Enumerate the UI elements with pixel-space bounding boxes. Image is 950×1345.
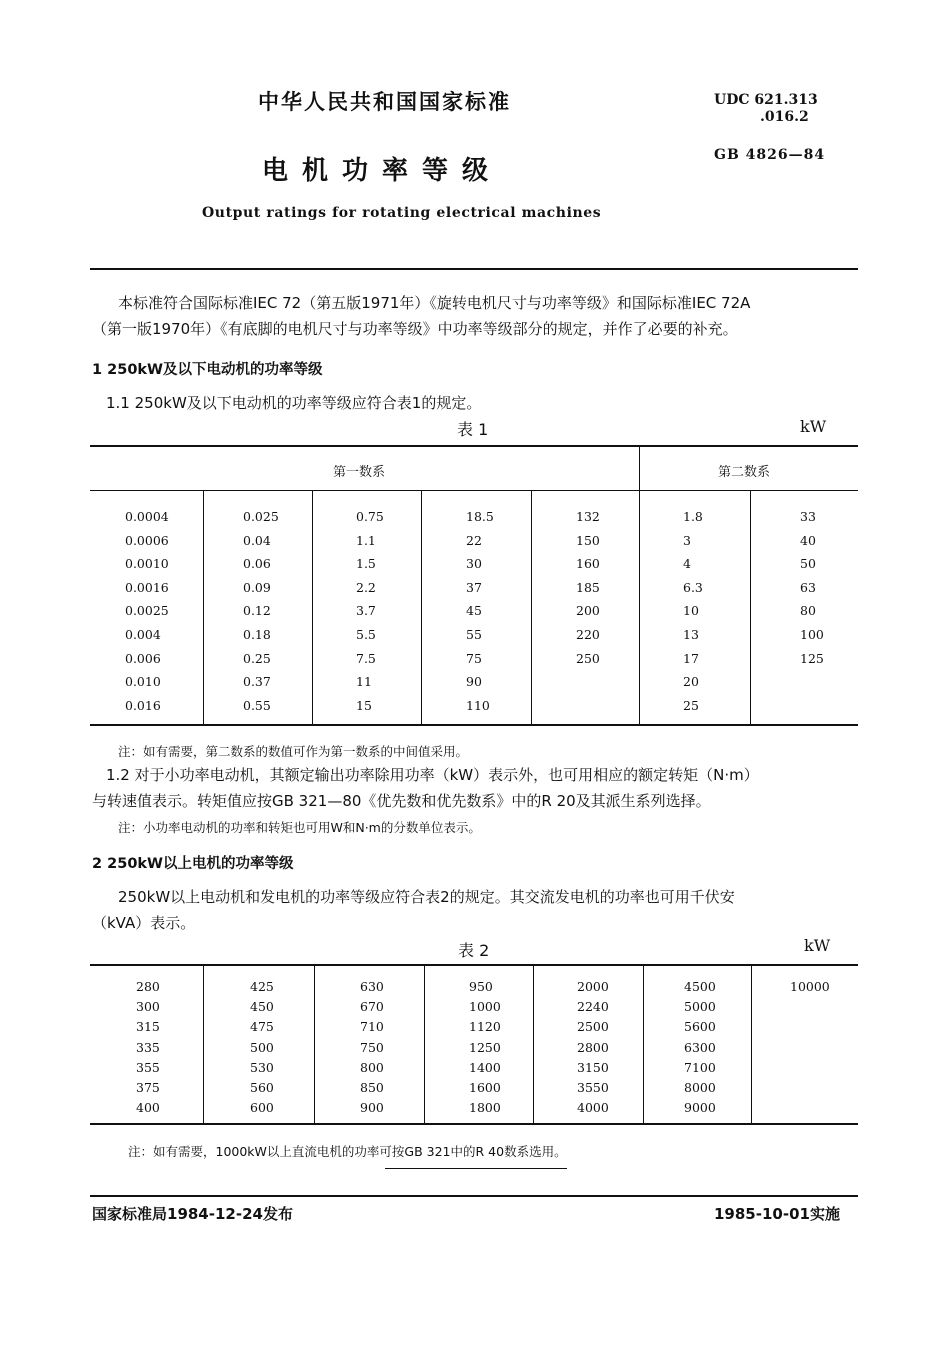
table-1-cell: 0.0016: [125, 579, 169, 595]
table-1-col-divider: [203, 491, 204, 725]
table-2-col-divider: [751, 966, 752, 1124]
table-1-cell: 0.025: [243, 509, 279, 524]
table-1-col-divider: [531, 491, 532, 725]
table-2-cell: 950: [469, 979, 493, 994]
table-1-cell: 160: [576, 556, 600, 572]
table-2-cell: 315: [136, 1019, 160, 1035]
table-1-cell: 50: [800, 556, 816, 572]
table-2-caption: 表 2: [458, 941, 490, 960]
table-1-cell: 5.5: [356, 627, 376, 642]
table-1-group2-header: 第二数系: [718, 465, 771, 480]
table-1-cell: 0.75: [356, 509, 384, 524]
udc-code-line2: .016.2: [760, 109, 809, 125]
table-2-cell: 6300: [684, 1039, 716, 1055]
table-2-top-rule: [90, 964, 858, 966]
table-1-cell: 6.3: [683, 579, 703, 595]
table-2-cell: 560: [250, 1080, 274, 1095]
table-2-cell: 1000: [469, 999, 501, 1015]
table-2-cell: 5600: [684, 1019, 716, 1035]
table-2-cell: 1800: [469, 1100, 501, 1116]
table-1-note: 注：如有需要，第二数系的数值可作为第一数系的中间值采用。: [118, 744, 469, 759]
effective-date: 1985-10-01实施: [714, 1205, 840, 1223]
table-1-cell: 15: [356, 697, 372, 713]
table-1-cell: 220: [576, 627, 600, 642]
table-1-cell: 63: [800, 579, 816, 595]
table-2-cell: 355: [136, 1059, 160, 1075]
table-2-cell: 9000: [684, 1100, 716, 1116]
table-1-cell: 80: [800, 603, 816, 619]
table-2-cell: 1250: [469, 1039, 501, 1055]
table-2-cell: 2000: [577, 979, 609, 994]
table-2-cell: 1120: [469, 1019, 501, 1035]
table-1-cell: 185: [576, 579, 600, 595]
clause-1-2-line-2: 与转速值表示。转矩值应按GB 321—80《优先数和优先数系》中的R 20及其派生系列选择。: [92, 792, 711, 810]
table-2-cell: 280: [136, 979, 160, 994]
table-2-cell: 1400: [469, 1059, 501, 1075]
table-1-group-divider: [639, 446, 640, 725]
table-2-cell: 2240: [577, 999, 609, 1015]
table-1-cell: 0.06: [243, 556, 271, 572]
table-2-cell: 5000: [684, 999, 716, 1015]
table-1-caption: 表 1: [457, 420, 489, 439]
table-2-col-divider: [424, 966, 425, 1124]
table-2-cell: 2500: [577, 1019, 609, 1035]
table-1-top-rule: [90, 445, 858, 447]
table-1-col-divider: [312, 491, 313, 725]
table-2-cell: 10000: [790, 979, 830, 994]
table-1-cell: 11: [356, 674, 372, 690]
table-1-cell: 45: [466, 603, 482, 619]
table-2-cell: 630: [360, 979, 384, 994]
gb-standard-number: GB 4826—84: [714, 147, 826, 163]
table-2-col-divider: [533, 966, 534, 1124]
table-2-cell: 710: [360, 1019, 384, 1035]
table-2-cell: 530: [250, 1059, 274, 1075]
footer-divider: [90, 1195, 858, 1197]
table-2-unit: kW: [804, 936, 831, 955]
issue-date: 国家标准局1984-12-24发布: [92, 1205, 293, 1223]
table-1-cell: 10: [683, 603, 699, 619]
table-2-cell: 1600: [469, 1080, 501, 1095]
table-2-col-divider: [643, 966, 644, 1124]
end-rule: [385, 1168, 567, 1169]
table-1-cell: 30: [466, 556, 482, 572]
table-2-col-divider: [314, 966, 315, 1124]
table-1-cell: 0.25: [243, 650, 271, 666]
table-2-cell: 475: [250, 1019, 274, 1035]
table-1-cell: 100: [800, 627, 824, 642]
table-2-cell: 4000: [577, 1100, 609, 1116]
table-1-cell: 18.5: [466, 509, 494, 524]
table-1-cell: 0.04: [243, 532, 271, 548]
table-2-cell: 3550: [577, 1080, 609, 1095]
table-1-cell: 0.016: [125, 697, 161, 713]
clause-1-2-line-1: 1.2 对于小功率电动机，其额定输出功率除用功率（kW）表示外，也可用相应的额定转矩（N·m）: [106, 766, 759, 784]
table-1-cell: 1.1: [356, 532, 376, 548]
table-1-cell: 0.010: [125, 674, 161, 690]
table-1-cell: 0.0010: [125, 556, 169, 572]
table-1-cell: 7.5: [356, 650, 376, 666]
table-1-cell: 150: [576, 532, 600, 548]
intro-line-2: （第一版1970年）《有底脚的电机尺寸与功率等级》中功率等级部分的规定，并作了必要的补充。: [92, 320, 738, 338]
table-1-cell: 250: [576, 650, 600, 666]
table-1-cell: 0.09: [243, 579, 271, 595]
table-2-cell: 8000: [684, 1080, 716, 1095]
table-1-unit: kW: [800, 417, 827, 436]
table-2-cell: 450: [250, 999, 274, 1015]
table-2-cell: 900: [360, 1100, 384, 1116]
table-1-cell: 2.2: [356, 579, 376, 595]
table-1-cell: 0.37: [243, 674, 271, 690]
table-2-cell: 670: [360, 999, 384, 1015]
table-1-cell: 33: [800, 509, 816, 524]
intro-line-1: 本标准符合国际标准IEC 72（第五版1971年）《旋转电机尺寸与功率等级》和国际标准IEC 72A: [118, 294, 751, 312]
section-1-heading: 1 250kW及以下电动机的功率等级: [92, 362, 323, 378]
table-1-cell: 0.0006: [125, 532, 169, 548]
table-1-cell: 40: [800, 532, 816, 548]
table-2-cell: 7100: [684, 1059, 716, 1075]
standard-title: 电机功率等级: [262, 156, 503, 186]
table-1-cell: 125: [800, 650, 824, 666]
table-1-cell: 25: [683, 697, 699, 713]
udc-code-line1: UDC 621.313: [714, 92, 818, 108]
clause-1-1: 1.1 250kW及以下电动机的功率等级应符合表1的规定。: [106, 394, 482, 412]
table-1-cell: 0.12: [243, 603, 271, 619]
table-1-cell: 4: [683, 556, 691, 572]
table-2-col-divider: [203, 966, 204, 1124]
clause-1-2-note: 注：小功率电动机的功率和转矩也可用W和N·m的分数单位表示。: [118, 820, 481, 835]
table-2-cell: 4500: [684, 979, 716, 994]
table-1-cell: 55: [466, 627, 482, 642]
table-1-cell: 22: [466, 532, 482, 548]
table-1-cell: 90: [466, 674, 482, 690]
table-1-cell: 13: [683, 627, 699, 642]
table-1-cell: 20: [683, 674, 699, 690]
table-1-cell: 0.18: [243, 627, 271, 642]
table-2-cell: 425: [250, 979, 274, 994]
table-2-cell: 600: [250, 1100, 274, 1116]
table-1-cell: 0.0004: [125, 509, 169, 524]
table-1-group1-header: 第一数系: [333, 465, 386, 480]
table-1-header-rule: [90, 490, 858, 491]
table-1-cell: 3: [683, 532, 691, 548]
table-2-cell: 400: [136, 1100, 160, 1116]
table-1-cell: 0.004: [125, 627, 161, 642]
english-title: Output ratings for rotating electrical machines: [202, 205, 602, 221]
table-2-cell: 300: [136, 999, 160, 1015]
table-1-col-divider: [750, 491, 751, 725]
table-2-cell: 800: [360, 1059, 384, 1075]
table-1-cell: 17: [683, 650, 699, 666]
table-1-cell: 200: [576, 603, 600, 619]
table-1-bottom-rule: [90, 724, 858, 726]
table-2-cell: 3150: [577, 1059, 609, 1075]
table-1-cell: 0.55: [243, 697, 271, 713]
header-divider: [90, 268, 858, 270]
issuing-country-title: 中华人民共和国国家标准: [258, 90, 511, 114]
table-1-cell: 3.7: [356, 603, 376, 619]
table-2-bottom-rule: [90, 1123, 858, 1125]
table-2-cell: 500: [250, 1039, 274, 1055]
table-2-cell: 375: [136, 1080, 160, 1095]
section-2-para-line-2: （kVA）表示。: [92, 914, 196, 932]
table-1-cell: 0.006: [125, 650, 161, 666]
table-2-cell: 750: [360, 1039, 384, 1055]
table-2-note: 注：如有需要，1000kW以上直流电机的功率可按GB 321中的R 40数系选用。: [128, 1144, 567, 1159]
table-2-cell: 335: [136, 1039, 160, 1055]
table-1-cell: 1.8: [683, 509, 703, 524]
table-1-cell: 1.5: [356, 556, 376, 572]
table-1-col-divider: [421, 491, 422, 725]
table-2-cell: 850: [360, 1080, 384, 1095]
table-1-cell: 132: [576, 509, 600, 524]
table-1-cell: 37: [466, 579, 482, 595]
table-1-cell: 0.0025: [125, 603, 169, 619]
table-1-cell: 110: [466, 697, 490, 713]
table-1-cell: 75: [466, 650, 482, 666]
section-2-heading: 2 250kW以上电机的功率等级: [92, 856, 294, 872]
section-2-para-line-1: 250kW以上电动机和发电机的功率等级应符合表2的规定。其交流发电机的功率也可用千伏安: [118, 888, 735, 906]
table-2-cell: 2800: [577, 1039, 609, 1055]
